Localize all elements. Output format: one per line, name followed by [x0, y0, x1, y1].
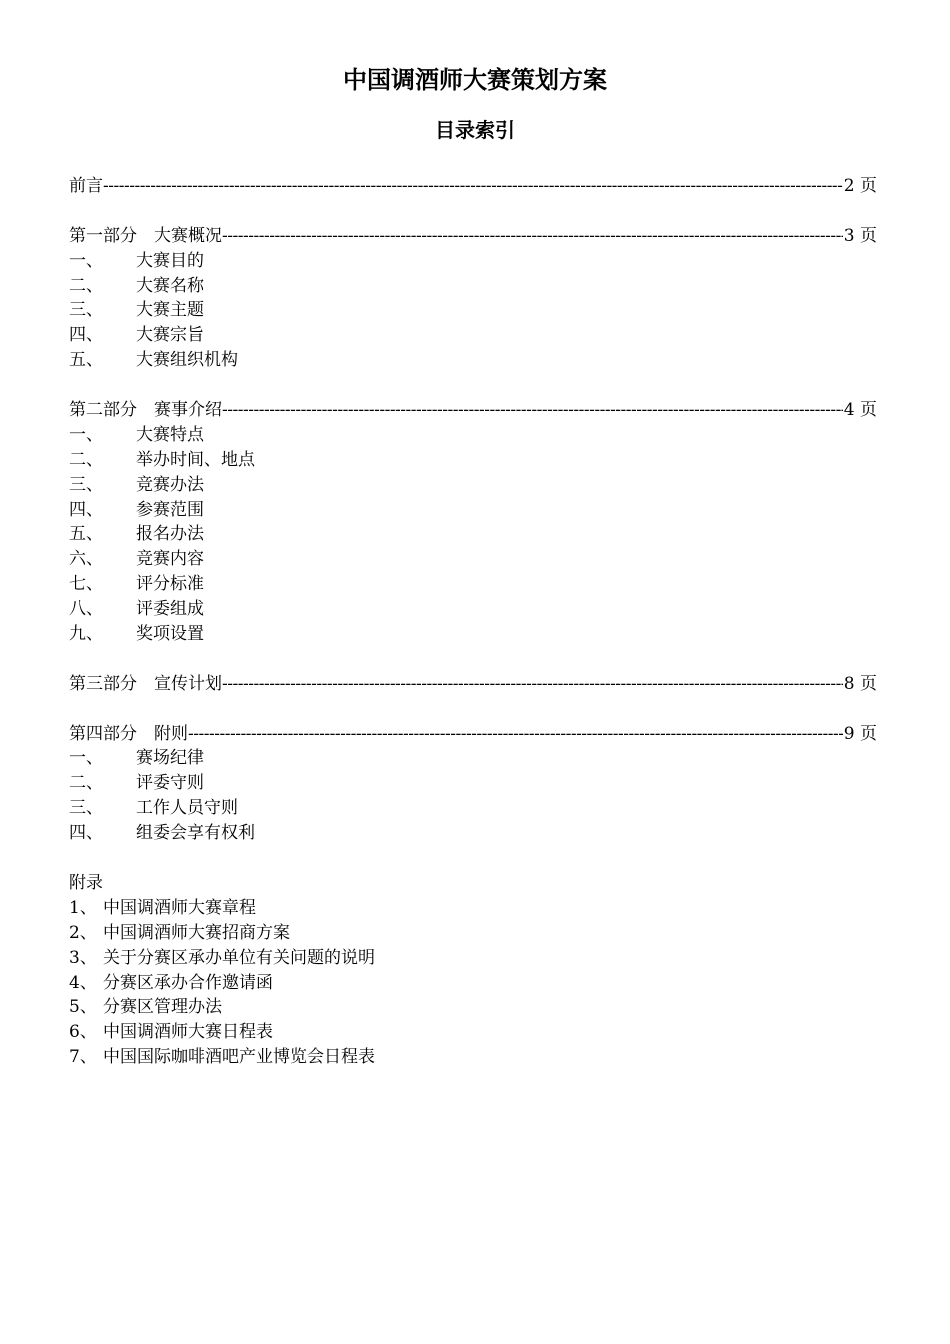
item-text: 举办时间、地点	[136, 449, 255, 470]
item-number: 二、	[69, 275, 103, 296]
toc-subitem[interactable]	[69, 622, 877, 647]
toc-page-number: 9 页	[843, 723, 877, 744]
item-number: 九、	[69, 624, 103, 645]
item-number: 一、	[69, 748, 103, 769]
item-text: 竞赛办法	[136, 474, 204, 495]
item-number: 7、	[69, 1047, 97, 1068]
item-number: 一、	[69, 250, 103, 271]
item-text: 中国国际咖啡酒吧产业博览会日程表	[103, 1047, 375, 1068]
toc-entry-part-3[interactable]	[69, 672, 877, 697]
item-text: 中国调酒师大赛招商方案	[103, 922, 290, 943]
item-number: 四、	[69, 325, 103, 346]
appendix-heading: 附录	[69, 872, 103, 893]
item-number: 八、	[69, 599, 103, 620]
toc-subitem[interactable]	[69, 274, 877, 299]
toc-subitem[interactable]	[69, 522, 877, 547]
dotted-leader	[103, 174, 843, 199]
item-text: 报名办法	[136, 524, 204, 545]
item-text: 关于分赛区承办单位有关问题的说明	[103, 947, 375, 968]
item-number: 五、	[69, 524, 103, 545]
table-of-contents	[69, 174, 877, 1070]
item-text: 大赛组织机构	[136, 350, 238, 371]
appendix-item[interactable]	[69, 921, 877, 946]
toc-subitem[interactable]	[69, 746, 877, 771]
item-text: 评分标准	[136, 574, 204, 595]
toc-page-number: 2 页	[843, 176, 877, 196]
appendix-item[interactable]	[69, 995, 877, 1020]
dotted-leader	[222, 398, 843, 423]
appendix-item[interactable]	[69, 896, 877, 921]
item-text: 中国调酒师大赛章程	[103, 897, 256, 918]
item-text: 大赛特点	[136, 424, 204, 445]
toc-entry-label: 第四部分 附则	[69, 723, 188, 744]
appendix-item[interactable]	[69, 1020, 877, 1045]
item-text: 分赛区承办合作邀请函	[103, 972, 273, 993]
toc-subitem[interactable]	[69, 821, 877, 846]
toc-subitem[interactable]	[69, 298, 877, 323]
toc-entry-part-4[interactable]	[69, 722, 877, 747]
item-number: 四、	[69, 499, 103, 520]
item-number: 一、	[69, 424, 103, 445]
toc-entry-label: 第一部分 大赛概况	[69, 225, 222, 246]
toc-page-number: 8 页	[843, 673, 877, 694]
item-number: 六、	[69, 549, 103, 570]
toc-subitem[interactable]	[69, 323, 877, 348]
item-text: 中国调酒师大赛日程表	[103, 1022, 273, 1043]
toc-page-number: 3 页	[843, 225, 877, 246]
item-number: 五、	[69, 350, 103, 371]
toc-subitem[interactable]	[69, 771, 877, 796]
appendix-item[interactable]	[69, 971, 877, 996]
toc-subitem[interactable]	[69, 423, 877, 448]
item-text: 评委组成	[136, 599, 204, 620]
appendix-item[interactable]	[69, 946, 877, 971]
toc-heading: 目录索引	[435, 118, 515, 142]
toc-subitem[interactable]	[69, 796, 877, 821]
item-number: 2、	[69, 922, 97, 943]
item-text: 大赛目的	[136, 250, 204, 271]
item-text: 工作人员守则	[136, 798, 238, 819]
item-text: 奖项设置	[136, 624, 204, 645]
document-title: 中国调酒师大赛策划方案	[343, 66, 607, 94]
item-number: 二、	[69, 449, 103, 470]
item-number: 三、	[69, 798, 103, 819]
item-text: 组委会享有权利	[136, 823, 255, 844]
item-number: 三、	[69, 474, 103, 495]
dotted-leader	[188, 722, 843, 747]
dotted-leader	[222, 672, 843, 697]
toc-entry-label: 前言	[69, 176, 103, 196]
toc-subitem[interactable]	[69, 473, 877, 498]
item-text: 赛场纪律	[136, 748, 204, 769]
item-text: 大赛主题	[136, 300, 204, 321]
item-text: 大赛宗旨	[136, 325, 204, 346]
item-text: 竞赛内容	[136, 549, 204, 570]
toc-subitem[interactable]	[69, 547, 877, 572]
item-text: 参赛范围	[136, 499, 204, 520]
item-number: 二、	[69, 773, 103, 794]
toc-subitem[interactable]	[69, 348, 877, 373]
toc-subitem[interactable]	[69, 249, 877, 274]
item-number: 三、	[69, 300, 103, 321]
toc-entry-label: 第三部分 宣传计划	[69, 673, 222, 694]
toc-subitem[interactable]	[69, 498, 877, 523]
item-number: 5、	[69, 997, 97, 1018]
item-number: 四、	[69, 823, 103, 844]
toc-entry-part-2[interactable]	[69, 398, 877, 423]
appendix-item[interactable]	[69, 1045, 877, 1070]
toc-subitem[interactable]	[69, 597, 877, 622]
toc-entry-label: 第二部分 赛事介绍	[69, 400, 222, 421]
toc-entry-part-1[interactable]	[69, 224, 877, 249]
item-text: 分赛区管理办法	[103, 997, 222, 1018]
toc-page-number: 4 页	[843, 400, 877, 421]
item-number: 4、	[69, 972, 97, 993]
item-text: 大赛名称	[136, 275, 204, 296]
toc-subitem[interactable]	[69, 572, 877, 597]
item-text: 评委守则	[136, 773, 204, 794]
toc-entry-preface[interactable]	[69, 174, 877, 199]
item-number: 七、	[69, 574, 103, 595]
dotted-leader	[222, 224, 843, 249]
toc-subitem[interactable]	[69, 448, 877, 473]
item-number: 1、	[69, 897, 97, 918]
item-number: 3、	[69, 947, 97, 968]
item-number: 6、	[69, 1022, 97, 1043]
